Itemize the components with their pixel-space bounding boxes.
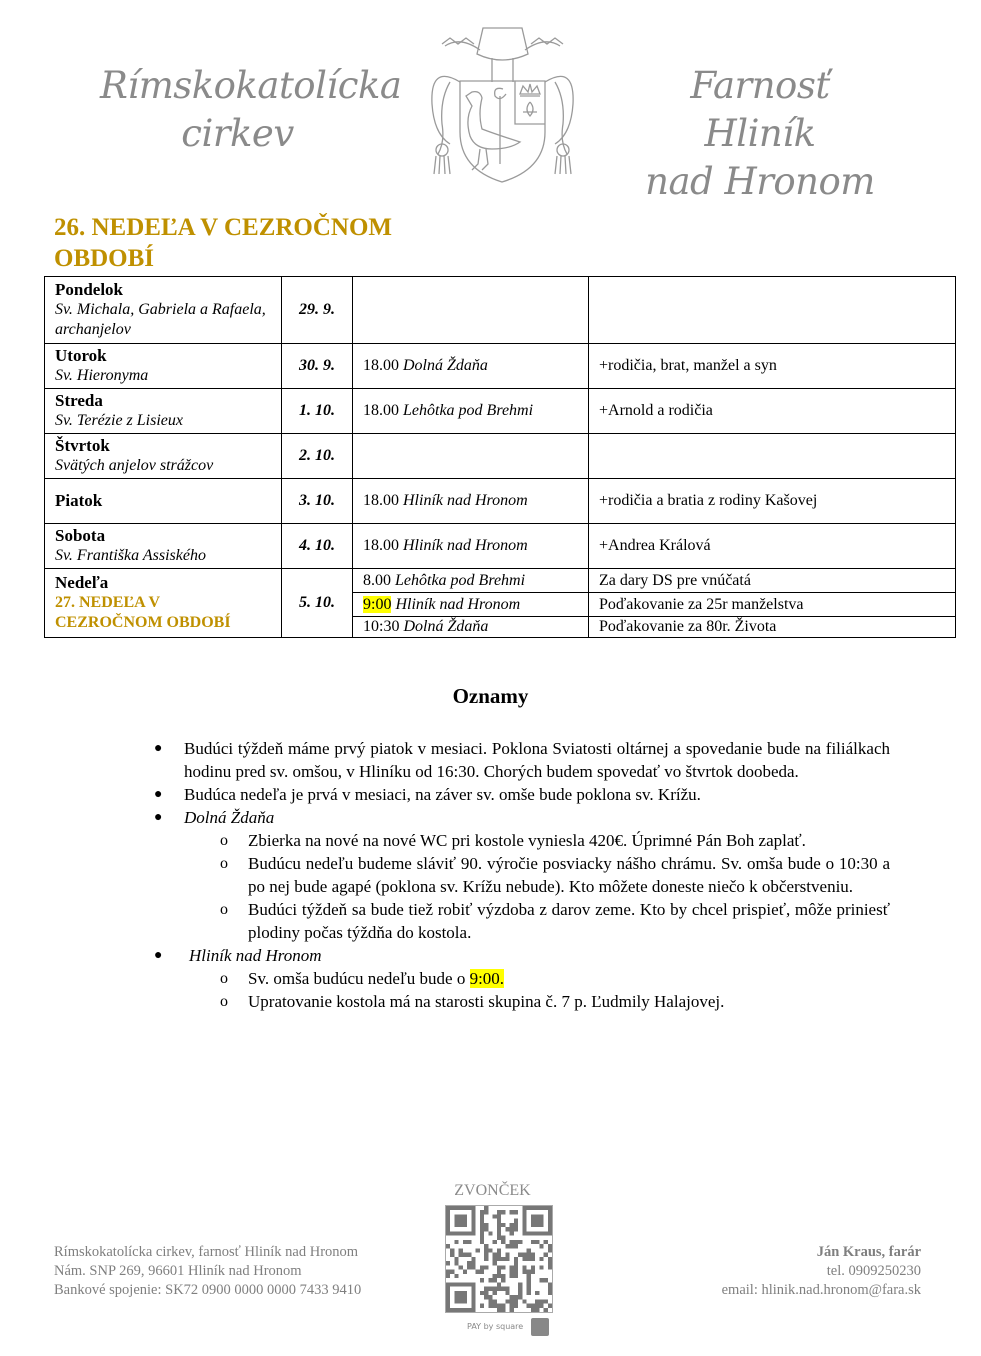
mass-schedule-table (44, 276, 956, 638)
day-name: Streda (55, 391, 103, 410)
mass-place: Lehôtka pod Brehmi (403, 402, 534, 419)
day-name: Sobota (55, 526, 106, 545)
header-right-line2: nad Hronom (645, 160, 875, 203)
date-cell: 4. 10. (282, 524, 353, 569)
footer-address (54, 1243, 361, 1300)
week-title-line2: OBDOBÍ (54, 245, 155, 272)
qr-code-icon[interactable] (445, 1205, 553, 1313)
place-cell (353, 569, 589, 593)
table-row (45, 277, 956, 344)
announcement-section-dolna-zdana: ● Dolná Ždaňa (146, 806, 890, 829)
day-name: Štvrtok (55, 436, 110, 455)
mass-place: Dolná Ždaňa (403, 357, 488, 374)
intention-cell: Poďakovanie za 25r manželstva (589, 593, 956, 617)
mass-place: Hliník nad Hronom (403, 492, 528, 509)
mass-place: Dolná Ždaňa (403, 618, 489, 635)
intention-cell (589, 434, 956, 479)
week-title-line1: 26. NEDEĽA V CEZROČNOM (54, 214, 393, 241)
announcement-subitem (146, 967, 890, 990)
table-row (45, 479, 956, 524)
mass-place: Hliník nad Hronom (395, 595, 521, 613)
intention-cell: +rodičia a bratia z rodiny Kašovej (589, 479, 956, 524)
intention-cell: +Arnold a rodičia (589, 389, 956, 434)
saint-name: Sv. Michala, Gabriela a Rafaela, archanjelov (55, 301, 266, 338)
saint-name: Sv. Františka Assiského (55, 547, 206, 564)
day-cell (45, 479, 282, 524)
announcement-subitem: o Upratovanie kostola má na starosti skupina č. 7 p. Ľudmily Halajovej. (146, 990, 890, 1013)
header-left-title (100, 62, 402, 158)
place-cell (353, 593, 589, 617)
place-cell (353, 277, 589, 344)
mass-time: 8.00 (363, 571, 391, 589)
mass-place: Lehôtka pod Brehmi (395, 571, 526, 589)
pay-card-icon (531, 1318, 549, 1336)
announcement-item: ● Budúca nedeľa je prvá v mesiaci, na záver sv. omše bude poklona sv. Krížu. (146, 783, 890, 806)
announcement-subitem: o Budúcu nedeľu budeme sláviť 90. výročie posviacky nášho chrámu. Sv. omša bude o 10:30 a po nej bude agapé (poklona sv. Krížu nebude). Kto môžete doneste niečo k občerstveniu. (146, 852, 890, 898)
qr-label: ZVONČEK (454, 1182, 531, 1199)
announcement-section-hlinik: ● Hliník nad Hronom (146, 944, 890, 967)
day-cell (45, 344, 282, 389)
mass-place: Hliník nad Hronom (403, 537, 528, 554)
mass-time: 18.00 (363, 357, 399, 374)
feast-name: 27. NEDEĽA V CEZROČNOM OBDOBÍ (55, 594, 231, 631)
coat-of-arms-icon (420, 24, 585, 184)
day-cell (45, 569, 282, 638)
footer-address-line: Nám. SNP 269, 96601 Hliník nad Hronom (54, 1263, 302, 1279)
announcement-item: ● Budúci týždeň máme prvý piatok v mesiaci. Poklona Sviatosti oltárnej a spovedanie bude na filiálkach hodinu pred sv. omšou, v Hliníku od 16:30. Chorých budem spovedať vo štvrtok doobeda. (146, 737, 890, 783)
table-row (45, 434, 956, 479)
mass-time: 18.00 (363, 492, 399, 509)
footer-phone: tel. 0909250230 (826, 1263, 921, 1279)
header-left-line1: Rímskokatolícka (100, 64, 402, 107)
intention-cell: Za dary DS pre vnúčatá (589, 569, 956, 593)
week-title (54, 212, 392, 274)
date-cell: 5. 10. (282, 569, 353, 638)
intention-cell: +Andrea Králová (589, 524, 956, 569)
header-right-title (630, 62, 890, 206)
place-cell (353, 344, 589, 389)
date-cell: 3. 10. (282, 479, 353, 524)
mass-time: 18.00 (363, 402, 399, 419)
intention-cell: +rodičia, brat, manžel a syn (589, 344, 956, 389)
announcement-text: Sv. omša budúcu nedeľu bude o (248, 969, 470, 988)
announcement-subitem: o Budúci týždeň sa bude tiež robiť výzdoba z darov zeme. Kto by chcel prispieť, môže priniesť plodiny počas týždňa do kostola. (146, 898, 890, 944)
announcements-list (146, 737, 890, 1013)
footer-contact (722, 1243, 921, 1300)
header-left-line2: cirkev (181, 112, 294, 155)
announcement-subitem: o Zbierka na nové na nové WC pri kostole vyniesla 420€. Úprimné Pán Boh zaplať. (146, 829, 890, 852)
saint-name: Sv. Terézie z Lisieux (55, 412, 183, 429)
intention-cell: Poďakovanie za 80r. Života (589, 617, 956, 638)
table-row (45, 389, 956, 434)
header-right-line1: Farnosť Hliník (690, 64, 830, 155)
day-cell (45, 524, 282, 569)
mass-time: 10:30 (363, 618, 400, 635)
footer-email[interactable]: email: hlinik.nad.hronom@fara.sk (721, 1282, 921, 1298)
day-cell (45, 434, 282, 479)
footer-parish: Rímskokatolícka cirkev, farnosť Hliník nad Hronom (54, 1244, 359, 1260)
saint-name: Sv. Hieronyma (55, 367, 149, 384)
day-name: Piatok (55, 491, 103, 510)
pay-by-square-caption: PAY by square (467, 1322, 524, 1331)
date-cell: 2. 10. (282, 434, 353, 479)
mass-time: 18.00 (363, 537, 399, 554)
announcements-heading: Oznamy (452, 684, 529, 708)
place-cell (353, 389, 589, 434)
date-cell: 30. 9. (282, 344, 353, 389)
place-cell (353, 479, 589, 524)
place-cell (353, 524, 589, 569)
footer-bank: Bankové spojenie: SK72 0900 0000 0000 7433 9410 (54, 1282, 362, 1298)
intention-cell (589, 277, 956, 344)
day-cell (45, 389, 282, 434)
table-row (45, 344, 956, 389)
table-row (45, 524, 956, 569)
highlighted-time: 9:00. (469, 969, 505, 988)
date-cell: 29. 9. (282, 277, 353, 344)
mass-time-highlighted: 9:00 (363, 595, 392, 613)
place-cell (353, 617, 589, 638)
day-name: Pondelok (55, 280, 124, 299)
date-cell: 1. 10. (282, 389, 353, 434)
table-row (45, 569, 956, 593)
place-cell (353, 434, 589, 479)
day-name: Utorok (55, 346, 107, 365)
footer-priest-name: Ján Kraus, farár (816, 1244, 921, 1260)
day-cell (45, 277, 282, 344)
saint-name: Svätých anjelov strážcov (55, 457, 214, 474)
day-name: Nedeľa (55, 573, 109, 592)
